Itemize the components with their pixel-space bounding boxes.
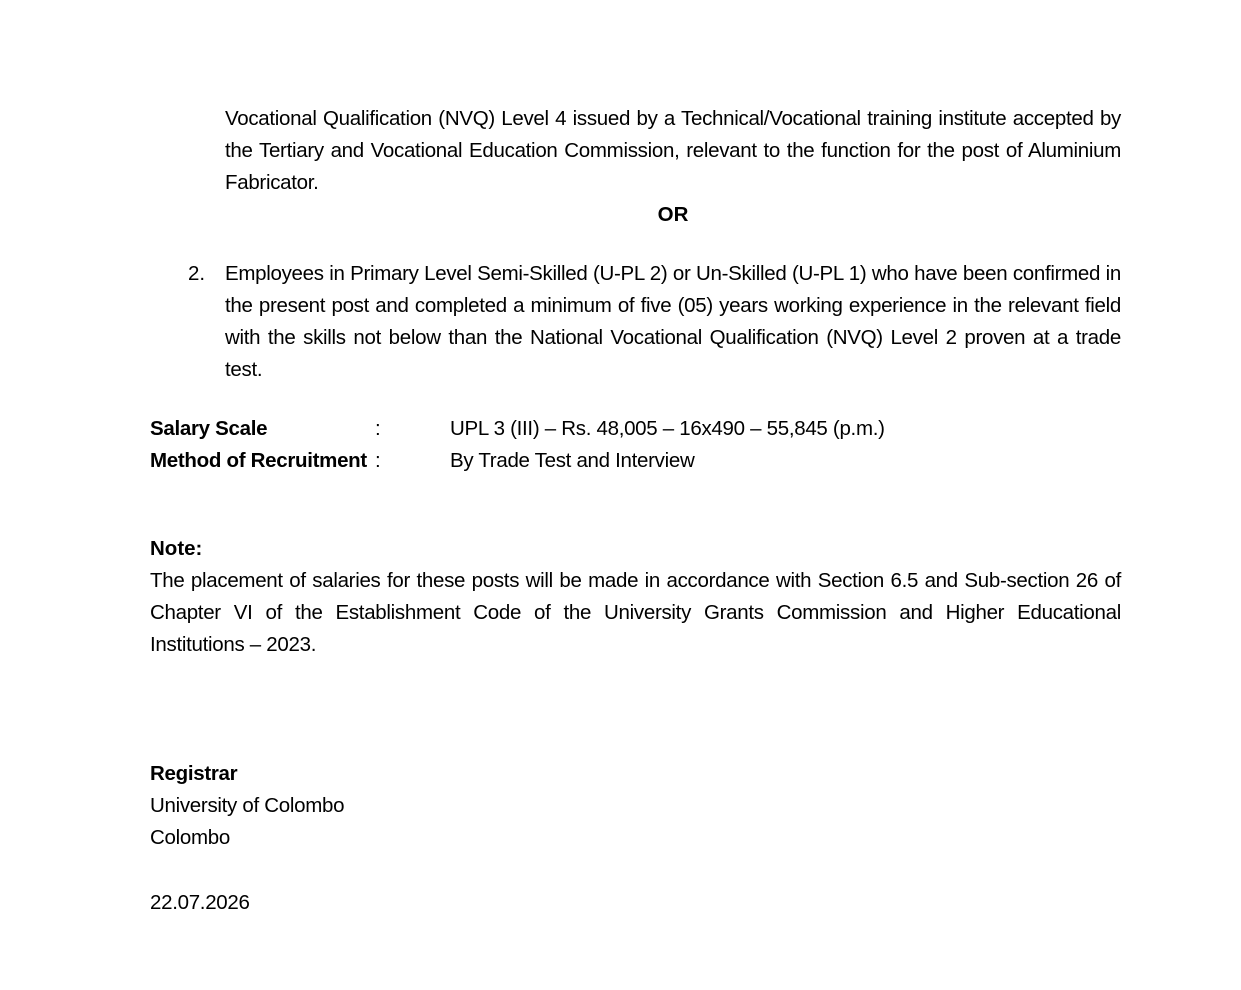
signatory-city: Colombo <box>150 826 230 849</box>
document-date: 22.07.2026 <box>150 891 250 914</box>
salary-scale-row <box>150 413 1121 445</box>
signatory-organization: University of Colombo <box>150 794 345 817</box>
list-item-text: Employees in Primary Level Semi-Skilled (U-PL 2) or Un-Skilled (U-PL 1) who have been confirmed in the present post and completed a minimum of five (05) years working experience in the relevant field with the skills not below than the National Vocational Qualification (NVQ) Level 2 proven at a trade test. <box>225 262 1121 381</box>
list-item-number: 2. <box>188 262 206 285</box>
salary-scale-colon: : <box>375 417 381 440</box>
signatory-title: Registrar <box>150 762 238 785</box>
salary-scale-value: UPL 3 (III) – Rs. 48,005 – 16x490 – 55,845 (p.m.) <box>450 417 885 440</box>
continuation-paragraph: Vocational Qualification (NVQ) Level 4 issued by a Technical/Vocational training institute accepted by the Tertiary and Vocational Education Commission, relevant to the function for the post of Aluminium Fabricator. <box>225 107 1121 194</box>
recruitment-method-value: By Trade Test and Interview <box>450 449 695 472</box>
recruitment-method-row <box>150 445 1121 477</box>
note-text: The placement of salaries for these posts will be made in accordance with Section 6.5 and Sub-section 26 of Chapter VI of the Establishment Code of the University Grants Commission and Higher Educational Institutions – 2023. <box>150 569 1121 656</box>
or-separator: OR <box>657 203 689 226</box>
salary-scale-label: Salary Scale <box>150 417 268 440</box>
recruitment-method-label: Method of Recruitment <box>150 449 367 472</box>
note-heading: Note: <box>150 537 203 560</box>
recruitment-method-colon: : <box>375 449 381 472</box>
